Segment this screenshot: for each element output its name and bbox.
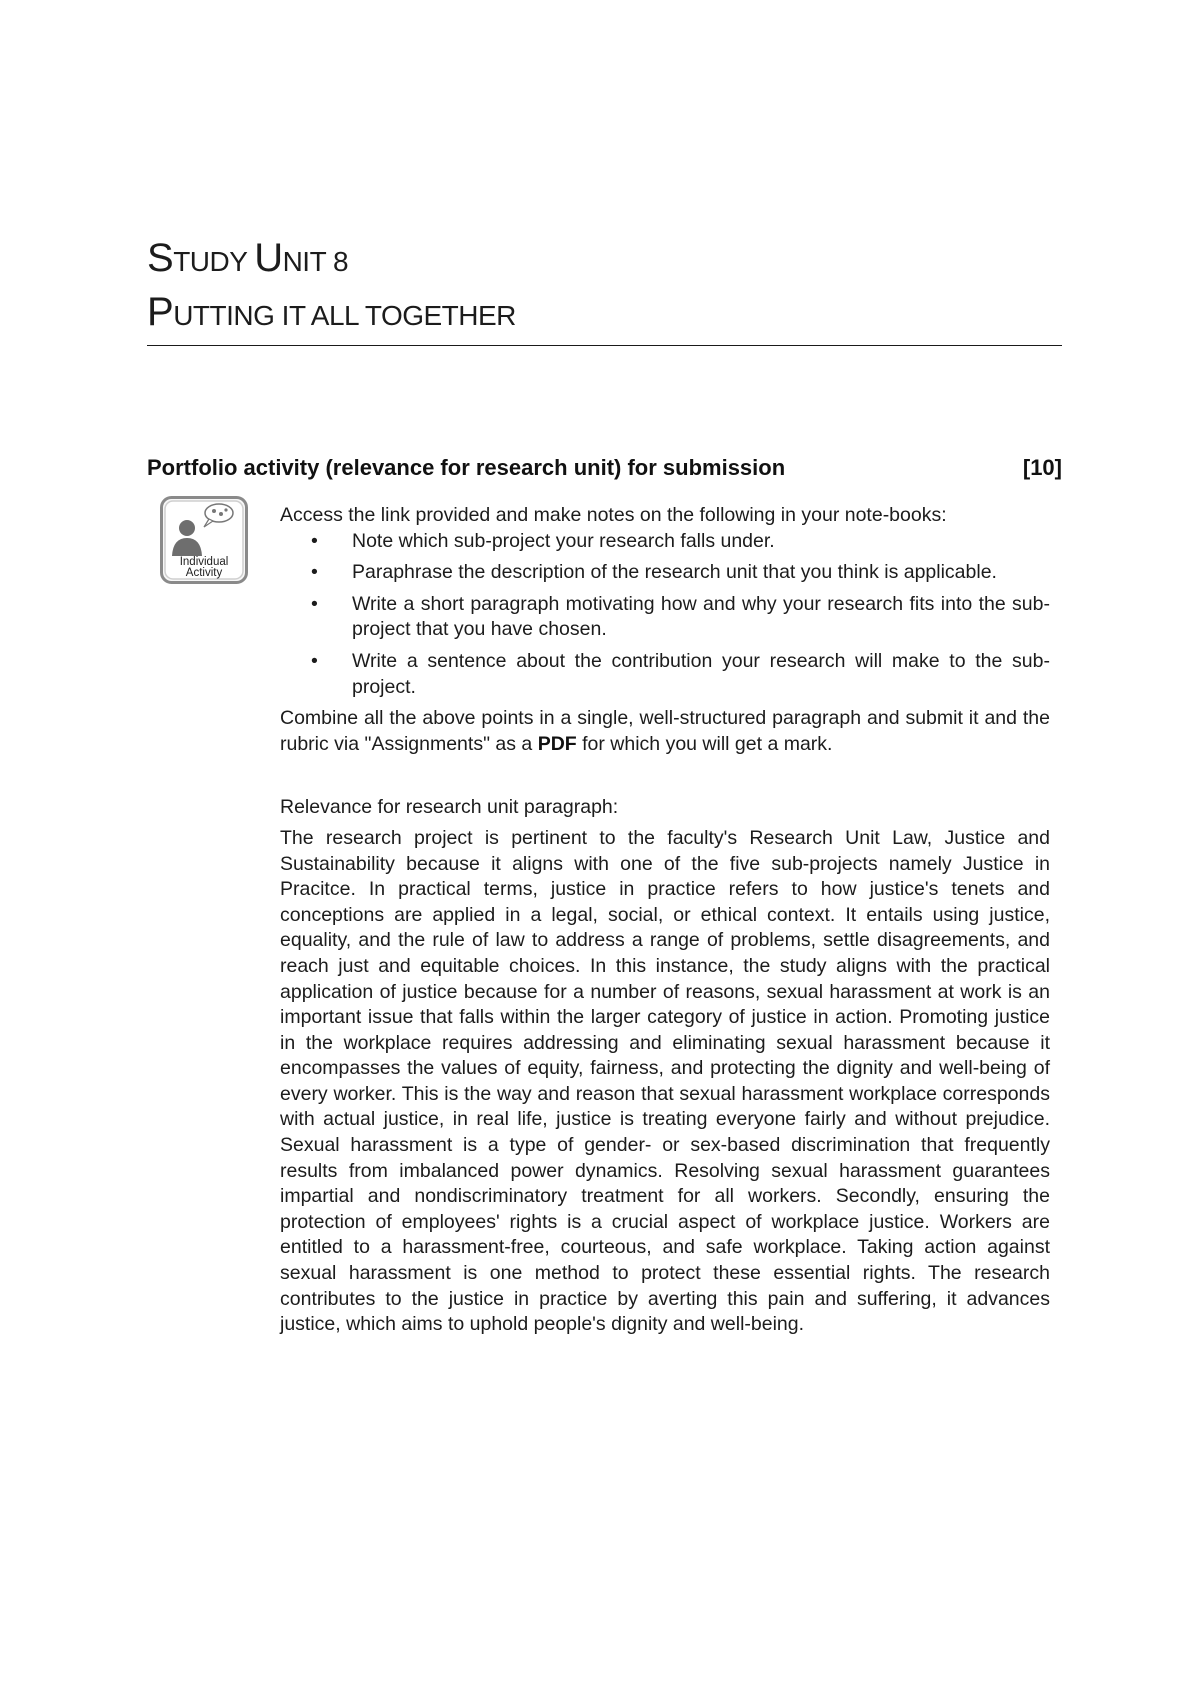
- study-unit-heading: [147, 238, 1062, 332]
- study-unit-title: PUTTING IT ALL TOGETHER: [147, 290, 516, 334]
- activity-marks: [10]: [1022, 455, 1062, 480]
- bullet-icon: •: [311, 592, 318, 615]
- svg-text:Activity: Activity: [185, 567, 223, 579]
- activity-title-text: Portfolio activity (relevance for research unit) for submission: [147, 455, 786, 480]
- individual-activity-icon: [160, 496, 248, 584]
- bullet-icon: •: [311, 529, 318, 552]
- activity-content: [280, 503, 1050, 1338]
- portfolio-activity-title: [147, 455, 1062, 481]
- study-unit-number: STUDY UNIT 8: [147, 236, 349, 280]
- activity-intro: Access the link provided and make notes on the following in your note-books:: [280, 504, 947, 526]
- activity-bullet-list: [280, 529, 1050, 701]
- relevance-paragraph: The research project is pertinent to the faculty's Research Unit Law, Justice and Sustainability because it aligns with one of the five sub-projects namely Justice in Pracitce. In practical terms, justice in practice refers to how justice's tenets and conceptions are applied in a legal, social, or ethical context. It entails using justice, equality, and the rule of law to address a range of problems, settle disagreements, and reach just and equitable choices. In this instance, the study aligns with the practical application of justice because for a number of reasons, sexual harassment at work is an important issue that falls within the larger category of justice in action. Promoting justice in the workplace requires addressing and eliminating sexual harassment because it encompasses the values of equity, fairness, and protecting the dignity and well-being of every worker. This is the way and reason that sexual harassment workplace corresponds with actual justice, in real life, justice is treating everyone fairly and without prejudice. Sexual harassment is a type of gender- or sex-based discrimination that frequently results from imbalanced power dynamics. Resolving sexual harassment guarantees impartial and nondiscriminatory treatment for all workers. Secondly, ensuring the protection of employees' rights is a crucial aspect of workplace justice. Workers are entitled to a harassment-free, courteous, and safe workplace. Taking action against sexual harassment is one method to protect these essential rights. The research contributes to the justice in practice by averting this pain and suffering, it advances justice, which aims to uphold people's dignity and well-being.: [280, 826, 1050, 1336]
- list-item: • Note which sub-project your research falls under.: [280, 529, 1050, 555]
- submission-instructions: Combine all the above points in a single, well-structured paragraph and submit it and the rubric via "Assignments" as a PDF for which you will get a mark.: [280, 707, 1050, 755]
- relevance-label: Relevance for research unit paragraph:: [280, 796, 619, 819]
- list-item: • Paraphrase the description of the research unit that you think is applicable.: [280, 560, 1050, 586]
- svg-text:Individual: Individual: [179, 556, 229, 568]
- pdf-emphasis: PDF: [537, 732, 577, 755]
- bullet-icon: •: [311, 561, 318, 584]
- heading-divider: [147, 345, 1062, 346]
- list-item: • Write a short paragraph motivating how and why your research fits into the sub-project that you have chosen.: [311, 592, 1050, 641]
- list-item: • Write a sentence about the contribution your research will make to the sub-project.: [311, 649, 1050, 698]
- bullet-icon: •: [311, 649, 318, 672]
